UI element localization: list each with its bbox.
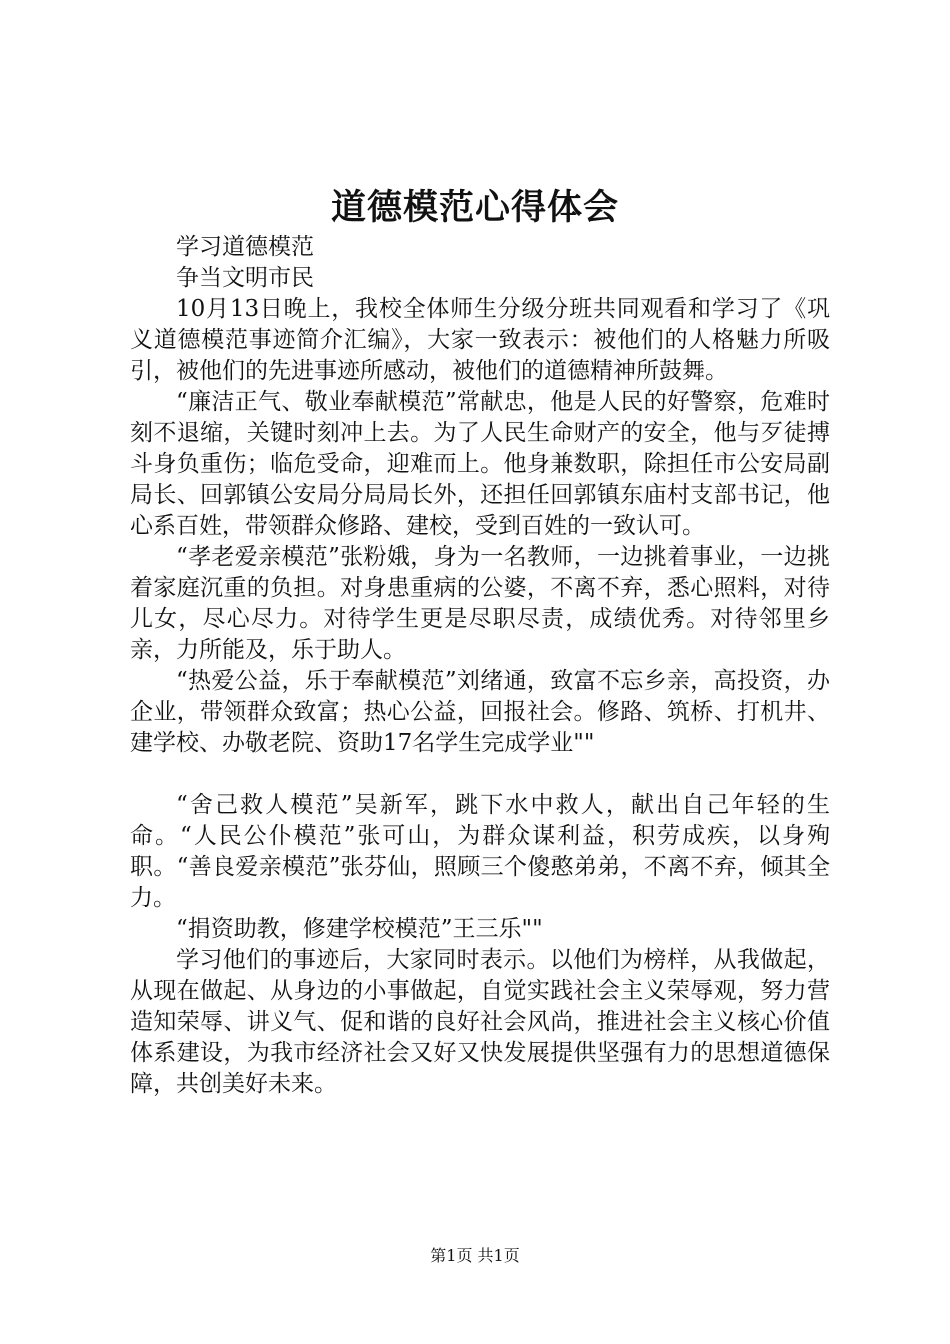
paragraph-model-5: “捐资助教，修建学校模范”王三乐"": [176, 916, 543, 942]
paragraph-model-2: “孝老爱亲模范”张粉娥，身为一名教师，一边挑着事业，一边挑着家庭沉重的负担。对身患重病的公婆，不离不弃，悉心照料，对待儿女，尽心尽力。对待学生更是尽职尽责，成绩优秀。对待邻里乡亲，力所能及，乐于助人。: [130, 544, 830, 663]
paragraph-gap: [130, 759, 830, 790]
document-title: 道德模范心得体会: [330, 187, 619, 228]
paragraph-model-3: “热爱公益，乐于奉献模范”刘绪通，致富不忘乡亲，高投资，办企业，带领群众致富；热心公益，回报社会。修路、筑桥、打机井、建学校、办敬老院、资助17名学生完成学业"": [130, 668, 830, 756]
paragraph-model-1: “廉洁正气、敬业奉献模范”常献忠，他是人民的好警察，危难时刻不退缩，关键时刻冲上去。为了人民生命财产的安全，他与歹徒搏斗身负重伤；临危受命，迎难而上。他身兼数职，除担任市公安局副局长、回郭镇公安局分局局长外，还担任回郭镇东庙村支部书记，他心系百姓，带领群众修路、建校，受到百姓的一致认可。: [130, 389, 830, 539]
document-body: [130, 232, 830, 1100]
paragraph-intro: 10月13日晚上，我校全体师生分级分班共同观看和学习了《巩义道德模范事迹简介汇编》，大家一致表示：被他们的人格魅力所吸引，被他们的先进事迹所感动，被他们的道德精神所鼓舞。: [130, 296, 830, 384]
subtitle-line-1: 学习道德模范: [176, 234, 314, 260]
page-number: 第1页 共1页: [430, 1246, 520, 1265]
paragraph-model-4: “舍己救人模范”吴新军，跳下水中救人，献出自己年轻的生命。“人民公仆模范”张可山，为群众谋利益，积劳成疾，以身殉职。“善良爱亲模范”张芬仙，照顾三个傻憨弟弟，不离不弃，倾其全力。: [130, 792, 830, 911]
paragraph-conclusion: 学习他们的事迹后，大家同时表示。以他们为榜样，从我做起，从现在做起、从身边的小事做起，自觉实践社会主义荣辱观，努力营造知荣辱、讲义气、促和谐的良好社会风尚，推进社会主义核心价值体系建设，为我市经济社会又好又快发展提供坚强有力的思想道德保障，共创美好未来。: [130, 947, 830, 1097]
subtitle-line-2: 争当文明市民: [176, 265, 314, 291]
